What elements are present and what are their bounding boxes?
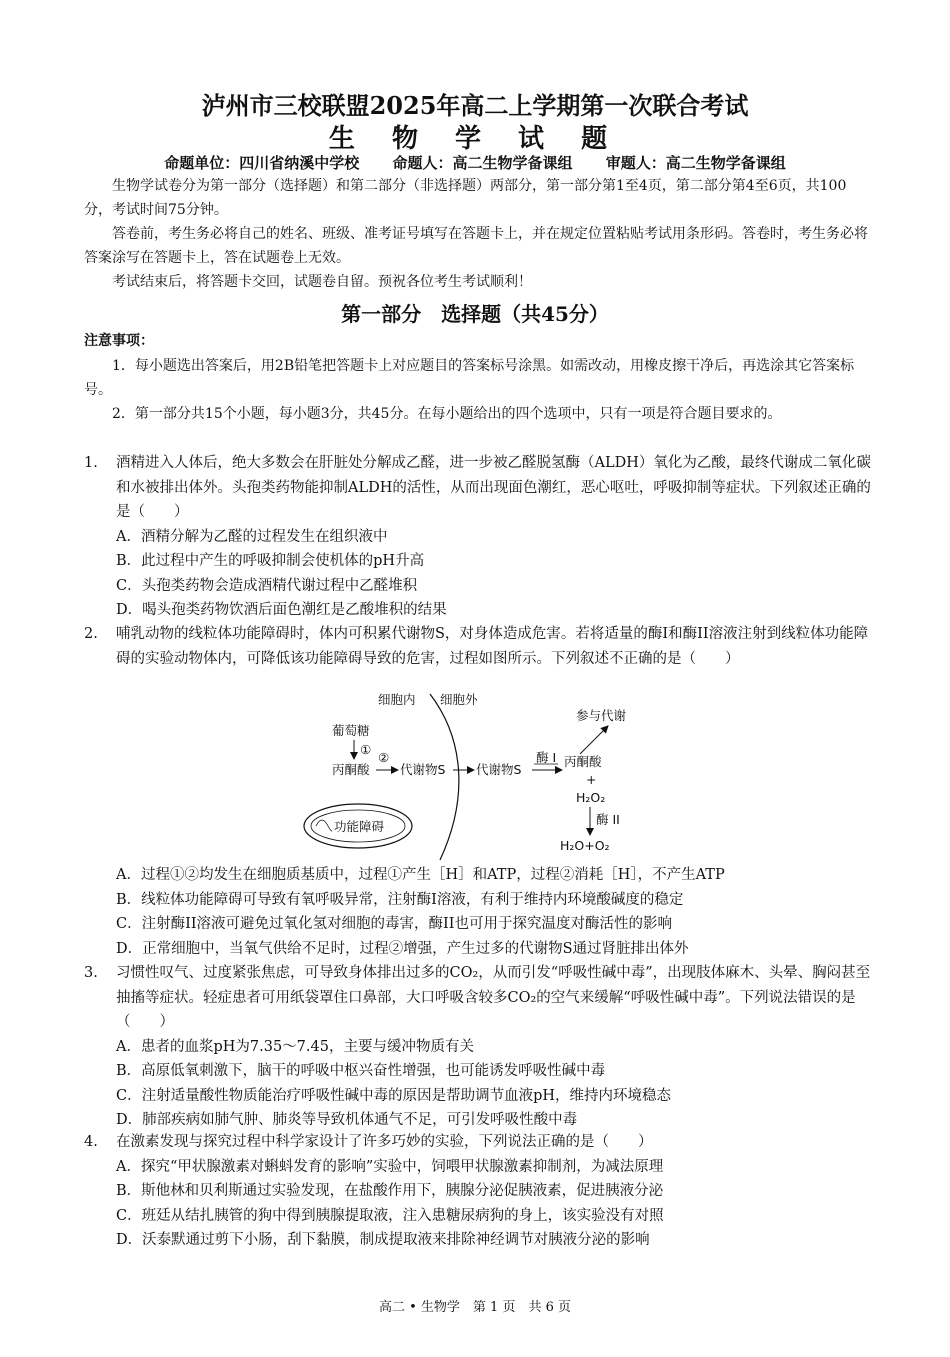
question-number: 2.	[84, 626, 98, 642]
option-a: A．过程①②均发生在细胞质基质中，过程①产生［H］和ATP，过程②消耗［H］，不产生ATP	[116, 867, 725, 883]
page-footer: 高二 • 生物学 第 1 页 共 6 页	[378, 1300, 571, 1315]
exam-title: 泸州市三校联盟2025年高二上学期第一次联合考试	[201, 91, 749, 120]
meta-author: 命题人：高二生物学备课组	[392, 154, 573, 172]
label-enzyme2: 酶 II	[596, 812, 620, 827]
label-outside: 细胞外	[440, 692, 478, 707]
question-4	[84, 1130, 874, 1253]
label-metabolite-outside: 代谢物S	[476, 762, 522, 777]
label-h2o2: H₂O₂	[576, 790, 606, 805]
option-c: C．注射酶II溶液可避免过氧化氢对细胞的毒害，酶II也可用于探究温度对酶活性的影响	[116, 916, 673, 932]
label-plus: +	[586, 772, 597, 787]
label-inside: 细胞内	[378, 692, 416, 707]
label-step2: ②	[378, 750, 390, 765]
label-metabolite-inside: 代谢物S	[400, 762, 446, 777]
intro-paragraph-1: 生物学试卷分为第一部分（选择题）和第二部分（非选择题）两部分，第一部分第1至4页，第二部分第4至6页，共100分，考试时间75分钟。	[84, 178, 847, 218]
option-c: C．头孢类药物会造成酒精代谢过程中乙醛堆积	[116, 577, 418, 594]
option-a: A．患者的血浆pH为7.35～7.45，主要与缓冲物质有关	[116, 1038, 474, 1055]
note-1: 1．每小题选出答案后，用2B铅笔把答题卡上对应题目的答案标号涂黑。如需改动，用橡皮擦干净后，再选涂其它答案标号。	[84, 358, 855, 398]
metabolism-diagram-svg	[290, 690, 650, 862]
label-glucose: 葡萄糖	[332, 723, 370, 738]
question-number: 3.	[84, 965, 98, 981]
option-d: D．喝头孢类药物饮酒后面色潮红是乙酸堆积的结果	[116, 602, 447, 618]
label-metabolism: 参与代谢	[576, 708, 627, 723]
label-pyruvate: 丙酮酸	[332, 762, 370, 777]
question-3	[84, 961, 874, 1133]
exam-meta	[0, 152, 950, 173]
question-2-options	[84, 863, 874, 961]
question-stem: 哺乳动物的线粒体功能障碍时，体内可积累代谢物S，对身体造成危害。若将适量的酶I和酶II溶液注射到线粒体功能障碍的实验动物体内，可降低该功能障碍导致的危害，过程如图所示。下列叙述不正确的是（ ）	[116, 626, 869, 667]
option-b: B．此过程中产生的呼吸抑制会使机体的pH升高	[116, 553, 425, 569]
option-b: B．斯他林和贝利斯通过实验发现，在盐酸作用下，胰腺分泌促胰液素，促进胰液分泌	[116, 1183, 664, 1199]
option-c: C．班廷从结扎胰管的狗中得到胰腺提取液，注入患糖尿病狗的身上，该实验没有对照	[116, 1207, 664, 1224]
metabolism-diagram	[290, 690, 650, 862]
option-d: D．肺部疾病如肺气肿、肺炎等导致机体通气不足，可引发呼吸性酸中毒	[116, 1112, 578, 1128]
option-c: C．注射适量酸性物质能治疗呼吸性碱中毒的原因是帮助调节血液pH，维持内环境稳态	[116, 1087, 672, 1104]
question-stem: 酒精进入人体后，绝大多数会在肝脏处分解成乙醛，进一步被乙醛脱氢酶（ALDH）氧化为乙酸，最终代谢成二氧化碳和水被排出体外。头孢类药物能抑制ALDH的活性，从而出现面色潮红，恶心呕吐，呼吸抑制等症状。下列叙述正确的是（ ）	[116, 455, 871, 520]
label-enzyme1: 酶 I	[536, 750, 557, 765]
option-a: A．酒精分解为乙醛的过程发生在组织液中	[116, 528, 388, 545]
question-stem: 习惯性叹气、过度紧张焦虑，可导致身体排出过多的CO₂，从而引发“呼吸性碱中毒”，出现肢体麻木、头晕、胸闷甚至抽搐等症状。轻症患者可用纸袋罩住口鼻部，大口呼吸含较多CO₂的空气来缓解“呼吸性碱中毒”。下列说法错误的是（ ）	[116, 965, 871, 1030]
intro-paragraph-2: 答卷前，考生务必将自己的姓名、班级、准考证号填写在答题卡上，并在规定位置粘贴考试用条形码。答卷时，考生务必将答案涂写在答题卡上，答在试题卷上无效。	[84, 226, 868, 266]
label-mitochondrion: 功能障碍	[334, 819, 385, 834]
label-products: H₂O+O₂	[560, 838, 610, 853]
option-b: B．线粒体功能障碍可导致有氧呼吸异常，注射酶I溶液，有利于维持内环境酸碱度的稳定	[116, 891, 684, 908]
exam-subtitle: 生 物 学 试 题	[328, 124, 622, 154]
question-number: 1.	[84, 455, 98, 471]
question-2	[84, 622, 874, 671]
label-step1: ①	[360, 742, 372, 757]
arrow-to-metabolism	[580, 726, 608, 754]
intro-paragraph-3: 考试结束后，将答题卡交回，试题卷自留。预祝各位考生考试顺利！	[112, 274, 532, 290]
option-a: A．探究“甲状腺激素对蝌蚪发育的影响”实验中，饲喂甲状腺激素抑制剂，为减法原理	[116, 1158, 664, 1175]
option-b: B．高原低氧刺激下，脑干的呼吸中枢兴奋性增强，也可能诱发呼吸性碱中毒	[116, 1063, 606, 1079]
question-1	[84, 451, 874, 623]
question-stem: 在激素发现与探究过程中科学家设计了许多巧妙的实验，下列说法正确的是（ ）	[116, 1134, 653, 1150]
notes-heading: 注意事项：	[84, 333, 154, 349]
meta-reviewer: 审题人：高二生物学备课组	[605, 154, 786, 172]
option-d: D．沃泰默通过剪下小肠，刮下黏膜，制成提取液来排除神经调节对胰液分泌的影响	[116, 1232, 650, 1248]
option-d: D．正常细胞中，当氧气供给不足时，过程②增强，产生过多的代谢物S通过肾脏排出体外	[116, 940, 689, 957]
note-2: 2．第一部分共15个小题，每小题3分，共45分。在每小题给出的四个选项中，只有一项是符合题目要求的。	[112, 406, 782, 422]
cell-membrane	[430, 694, 459, 860]
meta-unit: 命题单位：四川省纳溪中学校	[164, 154, 360, 172]
label-pyruvate-2: 丙酮酸	[564, 754, 602, 769]
section-title: 第一部分 选择题（共45分）	[341, 302, 609, 326]
question-number: 4.	[84, 1134, 98, 1150]
